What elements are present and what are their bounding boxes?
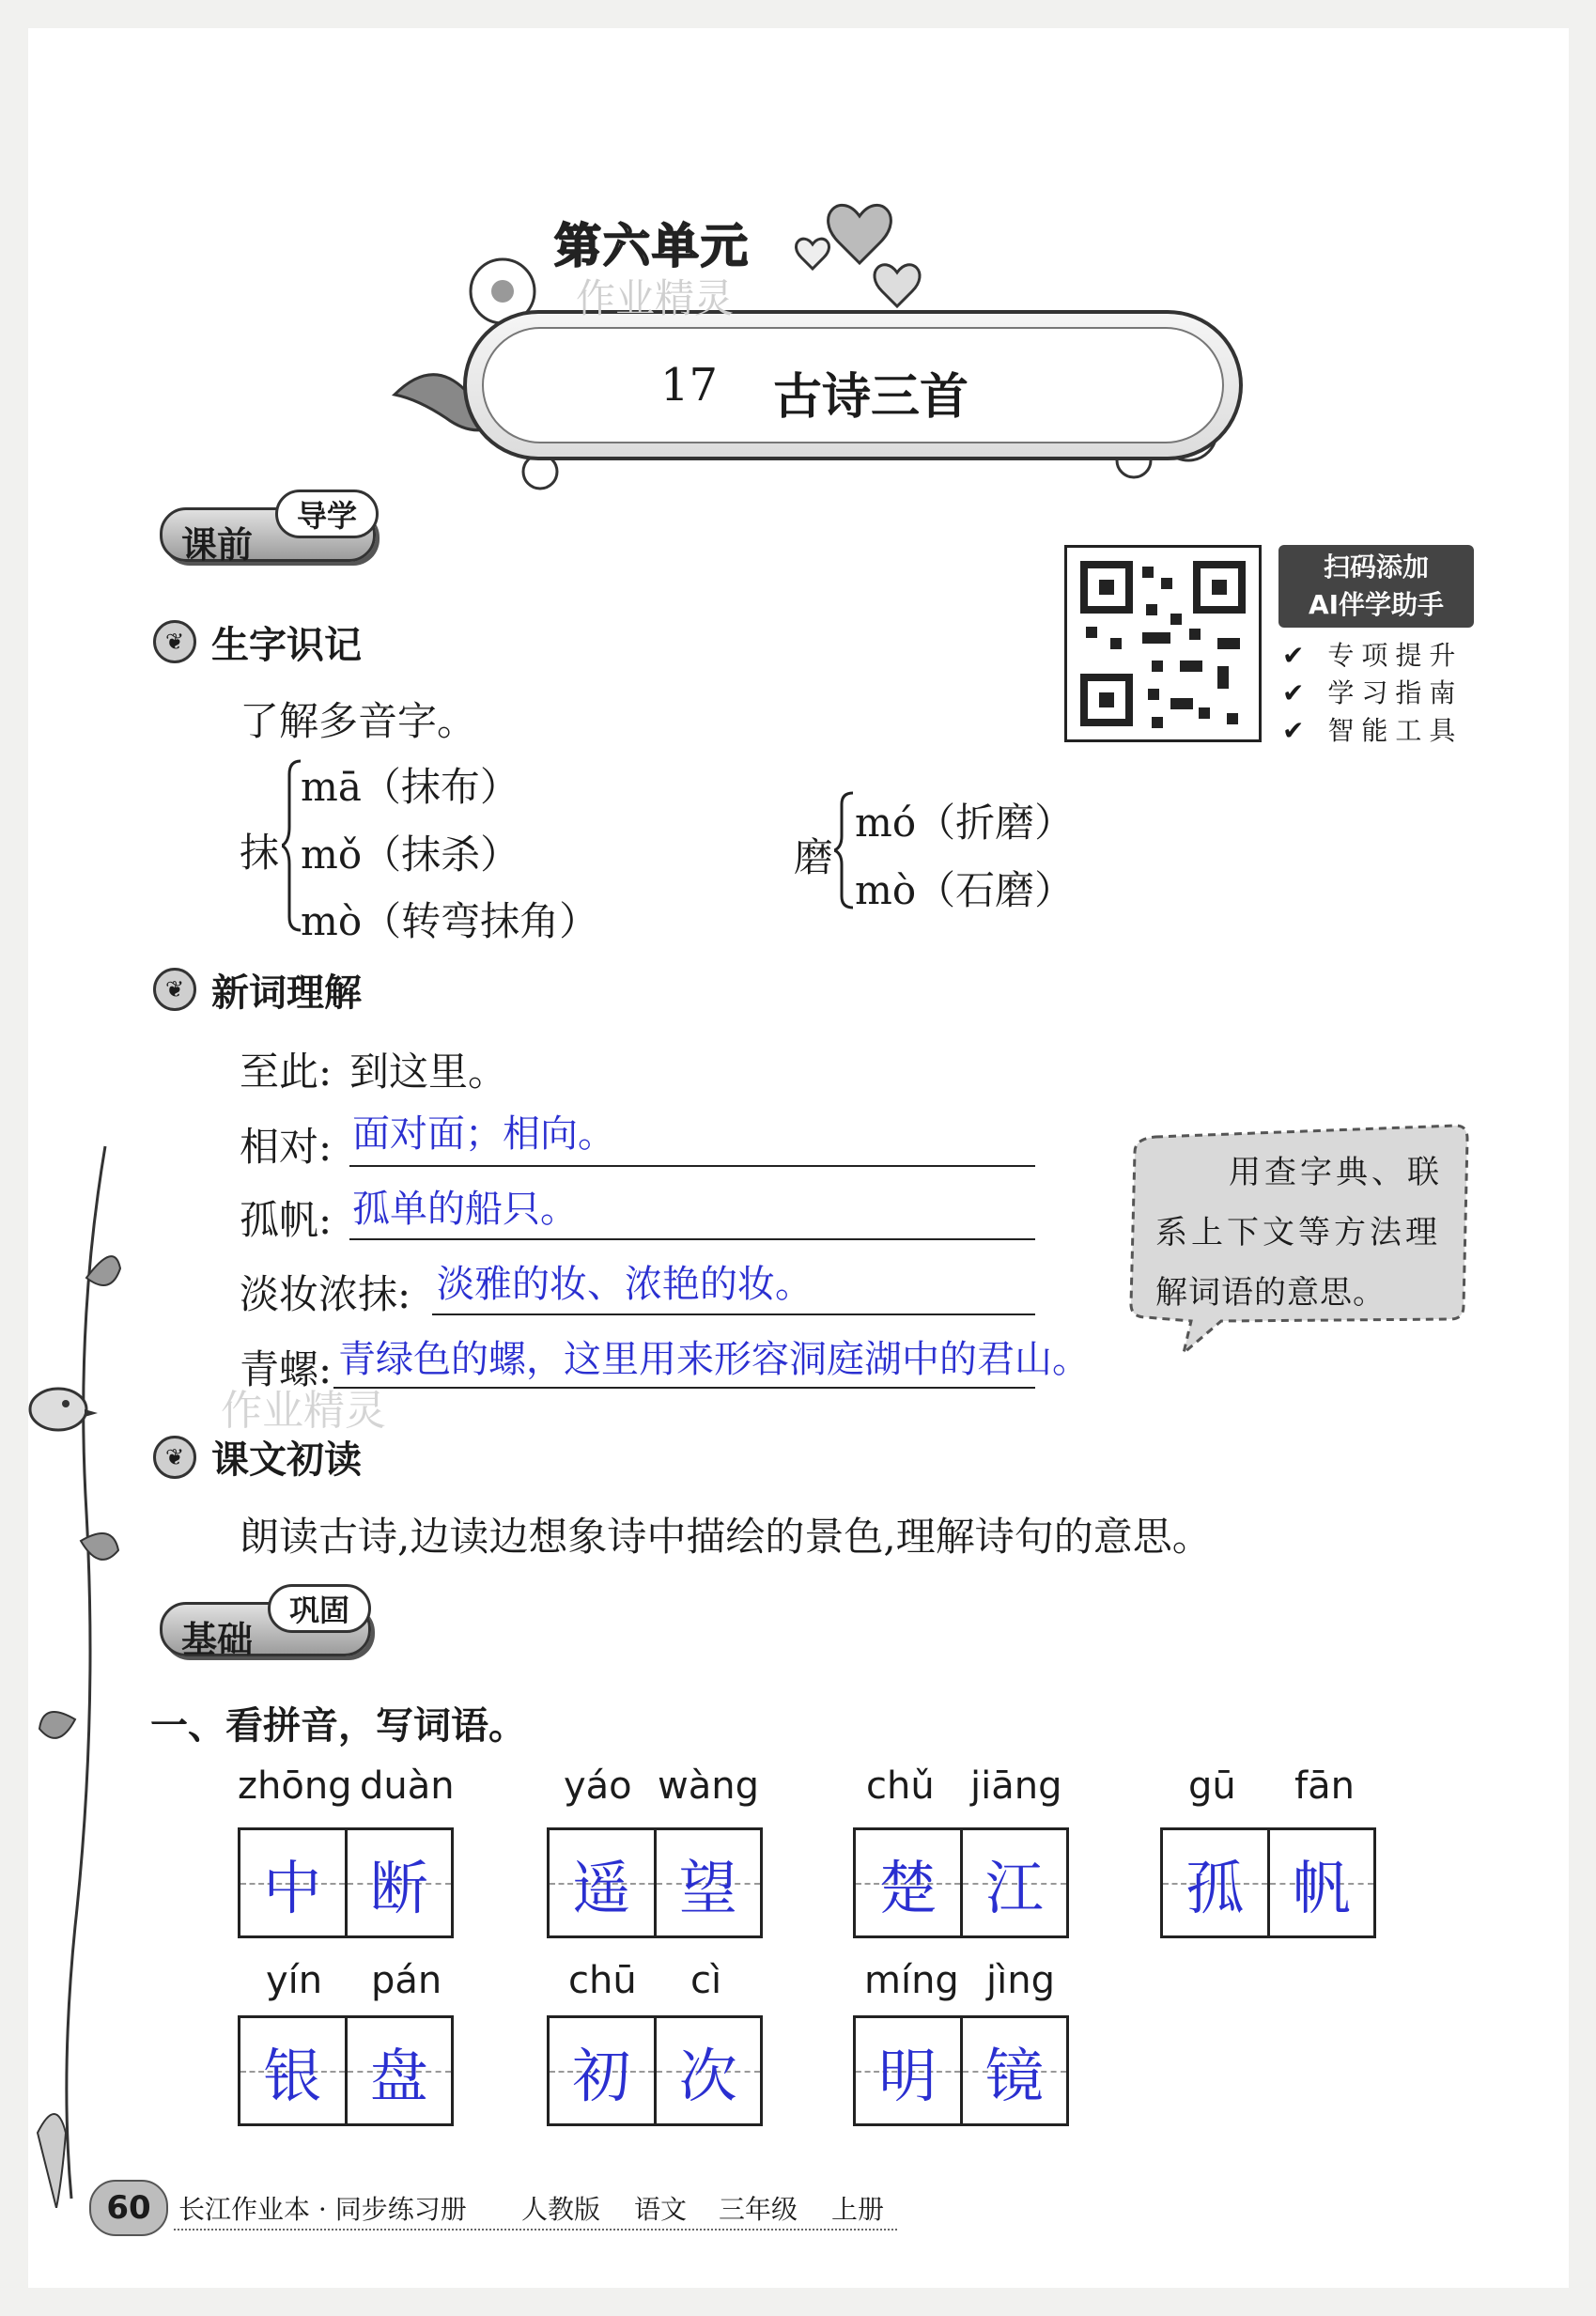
qr-feature-item: ✔ 专项提升	[1282, 640, 1464, 671]
tip-line-3: 解词语的意思。	[1155, 1274, 1386, 1312]
pinyin-label: pán	[371, 1959, 442, 2002]
lesson-number: 17	[660, 359, 719, 412]
tip-line-1: 用查字典、联	[1229, 1154, 1443, 1191]
answer-box[interactable]	[547, 1827, 763, 1938]
answer-cell[interactable]: 遥	[550, 1830, 654, 1935]
answer-cell[interactable]: 明	[856, 2018, 960, 2123]
leaf-icon: ❦	[153, 968, 196, 1011]
term-gufan: 孤帆:	[240, 1197, 333, 1243]
check-icon: ✔	[1282, 677, 1312, 708]
brace-icon	[834, 789, 857, 911]
qr-feature-item: ✔ 智能工具	[1282, 715, 1464, 746]
answer-cell[interactable]: 孤	[1163, 1830, 1267, 1935]
answer-xiangdui[interactable]: 面对面；相向。	[352, 1112, 615, 1156]
answer-cell[interactable]: 盘	[345, 2018, 452, 2123]
page-number-text: 60	[106, 2189, 151, 2227]
qr-feature-item: ✔ 学习指南	[1282, 677, 1464, 708]
answer-box[interactable]	[853, 1827, 1069, 1938]
qr-title-line1: 扫码添加	[1323, 552, 1429, 583]
answer-danzhuang[interactable]: 淡雅的妆、浓艳的妆。	[437, 1263, 813, 1306]
section-badge-preview	[160, 498, 376, 566]
pinyin-label: míng	[864, 1959, 959, 2002]
pinyin-label: gū	[1188, 1764, 1236, 1808]
reading-3: mò（转弯抹角）	[301, 898, 599, 944]
answer-cell[interactable]: 初	[550, 2018, 654, 2123]
exercise-title: 一、看拼音，写词语。	[150, 1704, 526, 1748]
answer-line	[349, 1165, 1035, 1167]
lesson-title: 古诗三首	[773, 368, 969, 426]
answer-cell[interactable]: 断	[345, 1830, 452, 1935]
leaf-icon: ❦	[153, 1436, 196, 1479]
check-icon: ✔	[1282, 715, 1312, 746]
shengzi-intro: 了解多音字。	[240, 698, 477, 744]
answer-box[interactable]	[238, 2015, 454, 2126]
reading-2: mǒ（抹杀）	[301, 832, 520, 878]
reading-5: mò（石磨）	[855, 867, 1075, 913]
answer-cell[interactable]: 镜	[960, 2018, 1067, 2123]
pinyin-label: fān	[1294, 1764, 1355, 1808]
qr-panel	[1057, 545, 1480, 752]
answer-cell[interactable]: 江	[960, 1830, 1067, 1935]
term-qingluo: 青螺:	[240, 1346, 333, 1392]
answer-box[interactable]	[853, 2015, 1069, 2126]
qr-code[interactable]	[1064, 545, 1262, 742]
footer-term: 上册	[831, 2194, 885, 2225]
answer-gufan[interactable]: 孤单的船只。	[352, 1188, 578, 1231]
answer-line	[432, 1313, 1035, 1315]
footer-grade: 三年级	[719, 2194, 798, 2225]
term-zhici: 至此:	[240, 1049, 333, 1095]
pinyin-label: chū	[568, 1959, 637, 2002]
section-title-shengzi: 生字识记	[211, 624, 362, 667]
reading-4: mó（折磨）	[855, 800, 1075, 846]
polyphone-char-2: 磨	[794, 834, 834, 880]
footer-book: 长江作业本 · 同步练习册	[178, 2194, 467, 2225]
answer-cell[interactable]: 中	[240, 1830, 345, 1935]
term-danzhuang: 淡妆浓抹:	[240, 1271, 411, 1317]
qr-code-icon	[1067, 548, 1259, 739]
pinyin-label: duàn	[360, 1764, 455, 1808]
def-zhici: 到这里。	[349, 1049, 508, 1095]
pinyin-label: yáo	[564, 1764, 632, 1808]
reading-1: mā（抹布）	[301, 764, 519, 810]
pinyin-label: wàng	[658, 1764, 759, 1808]
answer-box[interactable]	[1160, 1827, 1376, 1938]
check-icon: ✔	[1282, 640, 1312, 671]
answer-cell[interactable]: 帆	[1267, 1830, 1374, 1935]
answer-line	[333, 1387, 1035, 1389]
pinyin-label: jiāng	[970, 1764, 1062, 1808]
answer-box[interactable]	[238, 1827, 454, 1938]
pinyin-label: zhōng	[238, 1764, 352, 1808]
page-number	[89, 2180, 168, 2236]
footer-edition: 人教版	[521, 2194, 601, 2225]
badge-main-label: 课前	[181, 524, 254, 566]
leaf-icon: ❦	[153, 620, 196, 663]
footer-rule	[174, 2229, 897, 2231]
tip-line-2: 系上下文等方法理	[1155, 1214, 1441, 1251]
qr-title-box	[1278, 545, 1474, 628]
unit-label: 第六单元	[554, 219, 750, 273]
answer-qingluo[interactable]: 青绿色的螺，这里用来形容洞庭湖中的君山。	[338, 1338, 1090, 1381]
answer-cell[interactable]: 次	[654, 2018, 761, 2123]
footer-subject: 语文	[634, 2194, 688, 2225]
answer-cell[interactable]: 楚	[856, 1830, 960, 1935]
pinyin-label: cì	[690, 1959, 722, 2002]
pinyin-label: jìng	[986, 1959, 1055, 2002]
watermark: 作业精灵	[221, 1387, 386, 1435]
vine-decoration-icon	[19, 1137, 132, 2208]
answer-cell[interactable]: 银	[240, 2018, 345, 2123]
polyphone-char-1: 抹	[240, 830, 280, 876]
kewen-text: 朗读古诗,边读边想象诗中描绘的景色,理解诗句的意思。	[240, 1514, 1212, 1560]
badge-sub-label: 巩固	[268, 1584, 371, 1633]
section-title-xinci: 新词理解	[211, 971, 362, 1015]
tip-bubble	[1118, 1118, 1475, 1334]
term-xiangdui: 相对:	[240, 1124, 333, 1170]
qr-title-line2: AI伴学助手	[1308, 589, 1445, 620]
qr-feature-list	[1282, 637, 1463, 750]
watermark: 作业精灵	[576, 275, 735, 321]
section-badge-basics	[160, 1593, 371, 1660]
pinyin-label: yín	[266, 1959, 323, 2002]
badge-main-label: 基础	[181, 1619, 254, 1660]
section-title-kewen: 课文初读	[211, 1438, 362, 1482]
pinyin-label: chǔ	[866, 1764, 935, 1808]
answer-cell[interactable]: 望	[654, 1830, 761, 1935]
badge-sub-label: 导学	[275, 490, 379, 538]
answer-box[interactable]	[547, 2015, 763, 2126]
unit-header	[371, 179, 1254, 498]
answer-line	[349, 1238, 1035, 1240]
